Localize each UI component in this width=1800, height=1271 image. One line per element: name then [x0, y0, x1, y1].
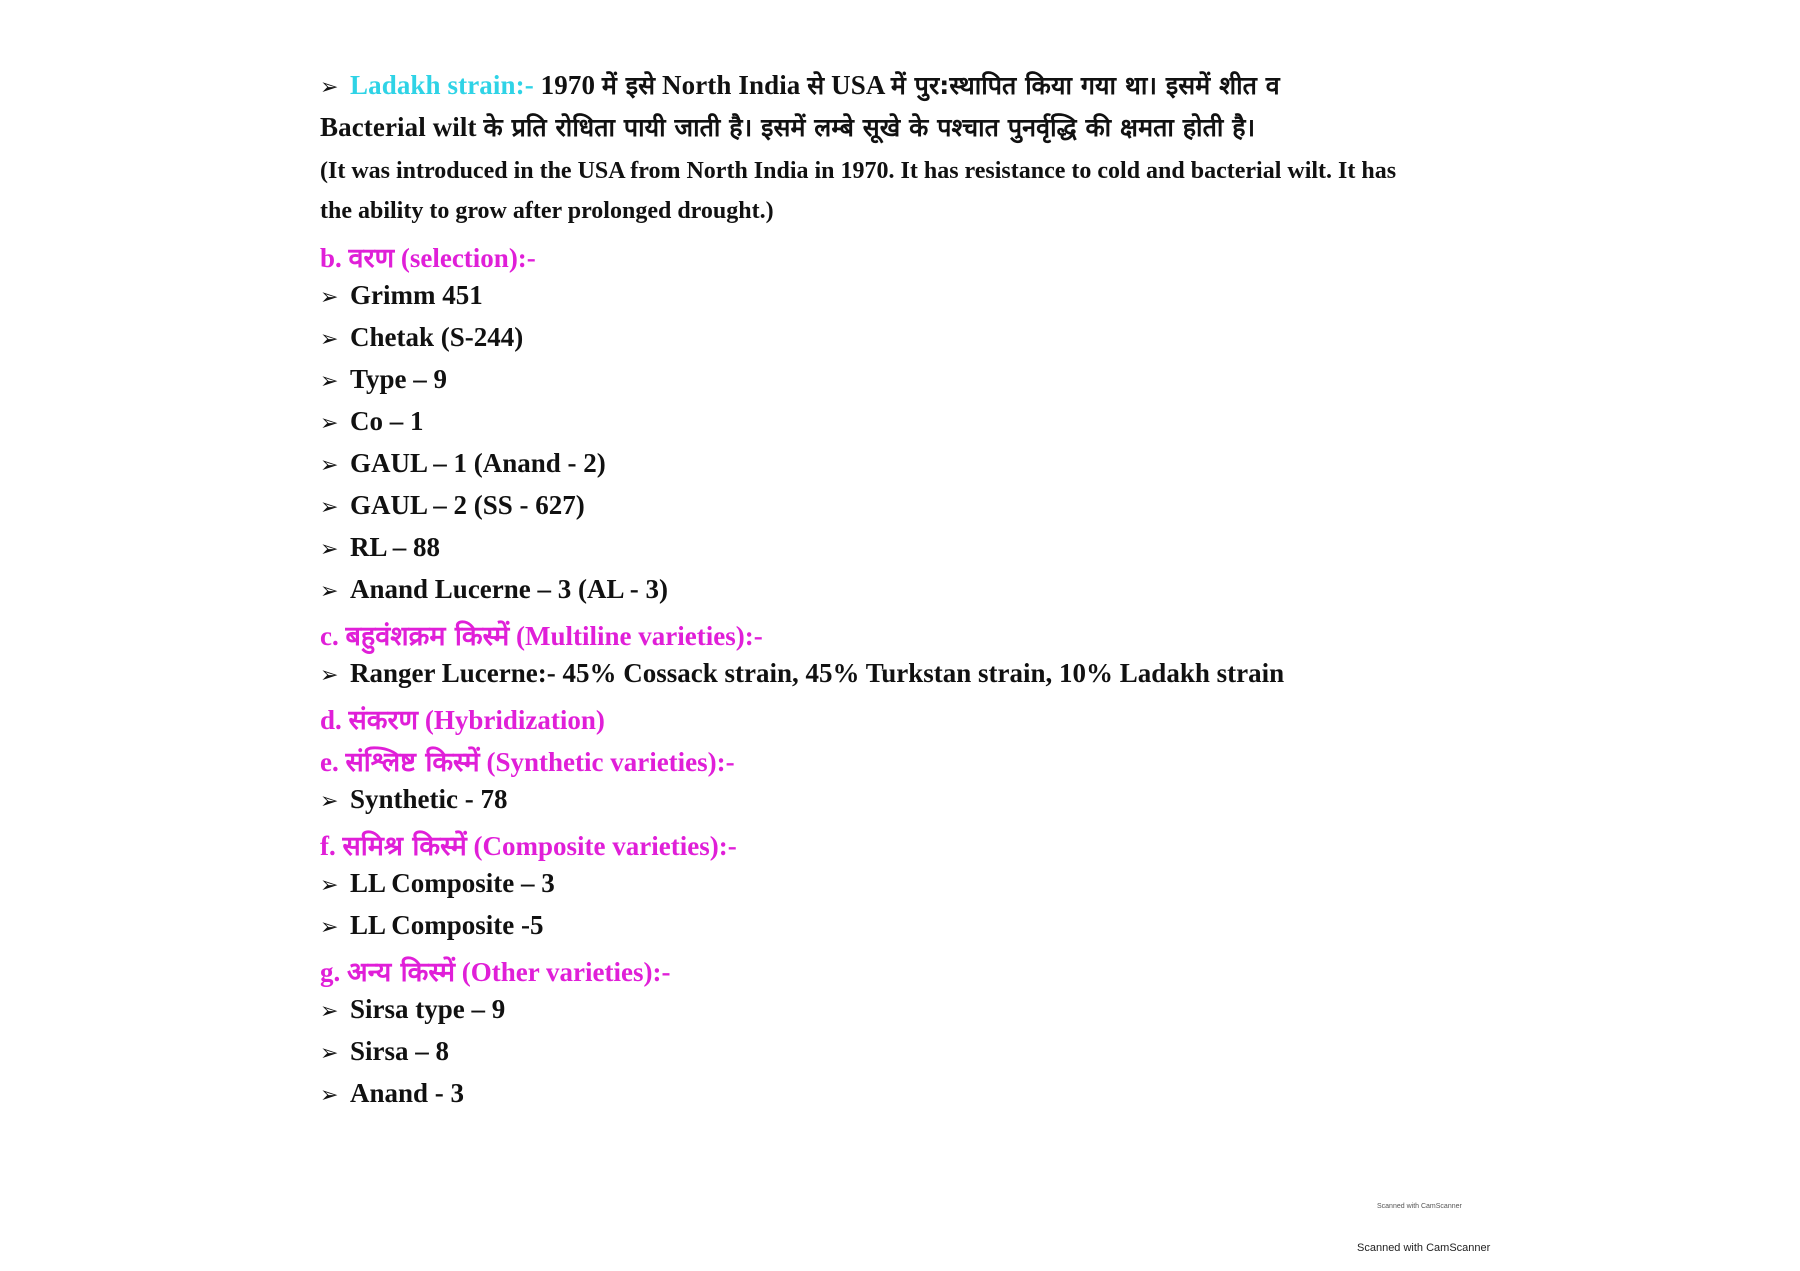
heading-english: (Other varieties):-: [461, 957, 671, 987]
list-item-text: GAUL – 1 (Anand - 2): [350, 448, 606, 478]
list-item-text: LL Composite -5: [350, 910, 544, 940]
list-item: [320, 1036, 449, 1067]
heading-hindi: वरण: [348, 243, 395, 274]
list-item: [320, 322, 523, 353]
intro-hindi-3: में पुर:स्थापित किया गया था। इसमें शीत व: [890, 71, 1280, 100]
list-item: [320, 910, 544, 941]
heading-hindi: संश्लिष्ट किस्में: [345, 747, 480, 778]
bullet-icon: ➢: [320, 369, 339, 394]
heading-prefix: f.: [320, 831, 336, 861]
intro-hindi-2: से: [807, 71, 825, 100]
heading-hybridization: [320, 700, 605, 737]
list-item-text: LL Composite – 3: [350, 868, 555, 898]
heading-english: (Hybridization): [424, 705, 605, 735]
intro-bacterial-wilt: Bacterial wilt: [320, 112, 477, 142]
bullet-icon: ➢: [320, 75, 339, 100]
list-item-text: GAUL – 2 (SS - 627): [350, 490, 585, 520]
heading-prefix: e.: [320, 747, 339, 777]
bullet-icon: ➢: [320, 537, 339, 562]
heading-english: (Composite varieties):-: [473, 831, 737, 861]
list-item: [320, 280, 483, 311]
list-item: [320, 532, 440, 563]
list-item: [320, 868, 555, 899]
intro-line-2: [320, 110, 1255, 144]
list-item-text: Co – 1: [350, 406, 424, 436]
bullet-icon: ➢: [320, 579, 339, 604]
intro-english-line-2: the ability to grow after prolonged drought.): [320, 198, 774, 224]
list-item: [320, 574, 668, 605]
heading-english: (selection):-: [400, 243, 536, 273]
bullet-icon: ➢: [320, 1041, 339, 1066]
heading-prefix: b.: [320, 243, 342, 273]
list-item-text: Anand - 3: [350, 1078, 465, 1108]
heading-prefix: d.: [320, 705, 342, 735]
intro-north-india: North India: [662, 70, 801, 100]
list-item-text: Anand Lucerne – 3 (AL - 3): [350, 574, 669, 604]
heading-prefix: c.: [320, 621, 339, 651]
heading-english: (Synthetic varieties):-: [486, 747, 735, 777]
bullet-icon: ➢: [320, 873, 339, 898]
heading-other: [320, 952, 670, 989]
list-item: [320, 490, 585, 521]
heading-synthetic: [320, 742, 735, 779]
intro-english-line-1: (It was introduced in the USA from North India in 1970. It has resistance to cold and bacterial wilt. It has: [320, 158, 1397, 184]
bullet-icon: ➢: [320, 915, 339, 940]
bullet-icon: ➢: [320, 327, 339, 352]
list-item-text: Ranger Lucerne:- 45% Cossack strain, 45% Turkstan strain, 10% Ladakh strain: [350, 658, 1285, 688]
list-item-text: Sirsa – 8: [350, 1036, 450, 1066]
heading-hindi: अन्य किस्में: [347, 957, 456, 988]
heading-composite: [320, 826, 737, 863]
list-item-text: Chetak (S-244): [350, 322, 524, 352]
intro-usa: USA: [831, 70, 884, 100]
bullet-icon: ➢: [320, 999, 339, 1024]
list-item: [320, 784, 508, 815]
list-item: [320, 994, 505, 1025]
list-item: [320, 406, 424, 437]
heading-hindi: समिश्र किस्में: [342, 831, 467, 862]
list-item-text: Grimm 451: [350, 280, 483, 310]
list-item-text: Type – 9: [350, 364, 448, 394]
list-item: [320, 364, 447, 395]
intro-year: 1970: [540, 70, 596, 100]
bullet-icon: ➢: [320, 495, 339, 520]
ladakh-strain-label: Ladakh strain:-: [350, 70, 534, 100]
heading-english: (Multiline varieties):-: [516, 621, 763, 651]
intro-line-1: [320, 68, 1280, 102]
heading-hindi: बहुवंशक्रम किस्में: [345, 621, 510, 652]
bullet-icon: ➢: [320, 789, 339, 814]
bullet-icon: ➢: [320, 411, 339, 436]
intro-hindi-4: के प्रति रोधिता पायी जाती है। इसमें लम्बे सूखे के पश्चात पुनर्वृद्धि की क्षमता होती है।: [483, 113, 1256, 142]
heading-selection: [320, 238, 536, 275]
small-scanner-watermark: Scanned with CamScanner: [1377, 1203, 1462, 1210]
heading-multiline: [320, 616, 763, 653]
heading-prefix: g.: [320, 957, 341, 987]
bullet-icon: ➢: [320, 453, 339, 478]
bullet-icon: ➢: [320, 285, 339, 310]
list-item-text: Sirsa type – 9: [350, 994, 506, 1024]
scanner-watermark: Scanned with CamScanner: [1357, 1242, 1491, 1254]
intro-hindi-1: में इसे: [601, 71, 656, 100]
list-item: [320, 1078, 464, 1109]
bullet-icon: ➢: [320, 663, 339, 688]
list-item-text: RL – 88: [350, 532, 441, 562]
bullet-icon: ➢: [320, 1083, 339, 1108]
list-item-text: Synthetic - 78: [350, 784, 508, 814]
list-item: [320, 448, 606, 479]
list-item: [320, 658, 1284, 689]
heading-hindi: संकरण: [348, 705, 419, 736]
